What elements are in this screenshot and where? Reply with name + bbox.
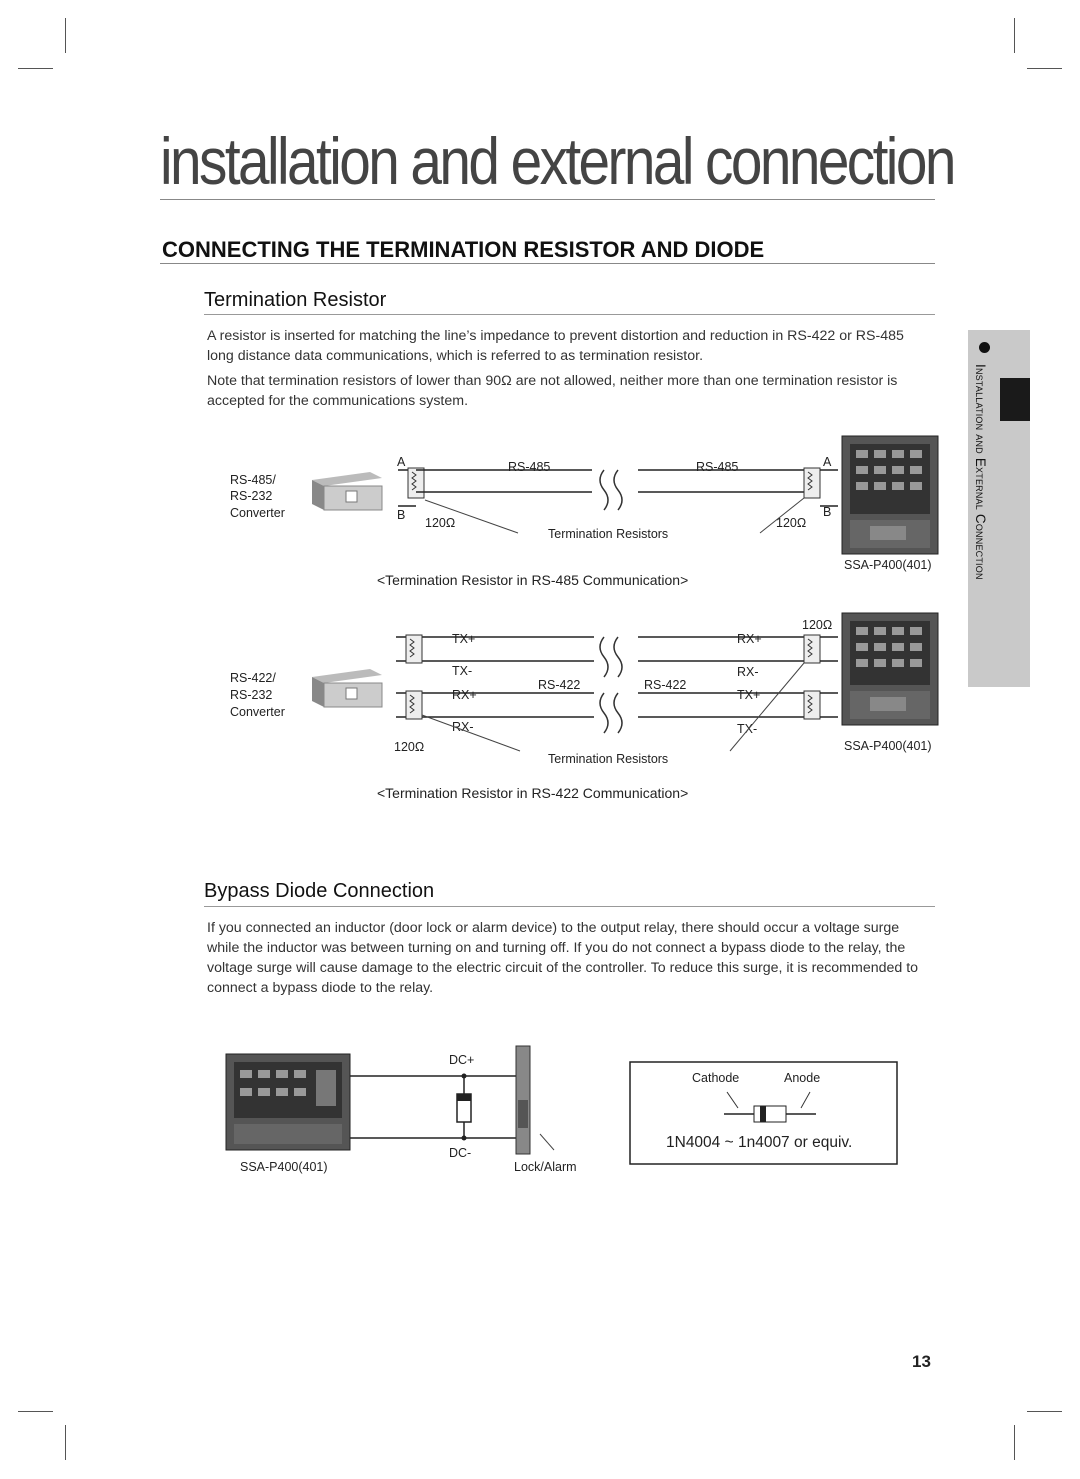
device-label: SSA-P400(401) bbox=[240, 1160, 328, 1174]
ohm-label: 120Ω bbox=[394, 740, 425, 754]
resistor-icon bbox=[406, 635, 422, 663]
line-label: RS-485 bbox=[696, 460, 739, 474]
tx-plus-label: TX+ bbox=[452, 632, 476, 646]
tx-plus-label: TX+ bbox=[737, 688, 761, 702]
converter-label: RS-232 bbox=[230, 688, 273, 702]
bypass-diode-heading: Bypass Diode Connection bbox=[204, 880, 435, 902]
converter-label: Converter bbox=[230, 506, 285, 520]
rs422-diagram bbox=[220, 605, 945, 765]
rs422-caption: <Termination Resistor in RS-422 Communication> bbox=[377, 785, 689, 801]
line-break-icon bbox=[600, 693, 622, 733]
converter-icon bbox=[312, 472, 382, 510]
controller-board-icon bbox=[842, 436, 938, 554]
page-title: installation and external connection bbox=[160, 124, 954, 198]
diode-icon bbox=[754, 1106, 786, 1122]
tx-minus-label: TX- bbox=[737, 722, 758, 736]
crop-mark bbox=[1014, 1425, 1015, 1460]
line-label: RS-422 bbox=[538, 678, 581, 692]
rx-plus-label: RX+ bbox=[737, 632, 762, 646]
ohm-label: 120Ω bbox=[425, 516, 456, 530]
line-label: RS-422 bbox=[644, 678, 687, 692]
anode-label: Anode bbox=[784, 1071, 821, 1085]
crop-mark bbox=[65, 1425, 66, 1460]
terminal-b-label: B bbox=[397, 508, 406, 522]
subheading-rule bbox=[204, 314, 935, 315]
resistors-label: Termination Resistors bbox=[548, 527, 669, 541]
crop-mark bbox=[18, 1411, 53, 1412]
terminal-a-label: A bbox=[823, 455, 832, 469]
rx-minus-label: RX- bbox=[737, 665, 759, 679]
resistor-icon bbox=[406, 691, 422, 719]
crop-mark bbox=[65, 18, 66, 53]
diode-part-label: 1N4004 ~ 1n4007 or equiv. bbox=[666, 1134, 853, 1151]
page-number: 13 bbox=[912, 1352, 931, 1371]
crop-mark bbox=[1027, 1411, 1062, 1412]
lock-label: Lock/Alarm bbox=[514, 1160, 577, 1174]
converter-icon bbox=[312, 669, 382, 707]
ohm-label: 120Ω bbox=[776, 516, 807, 530]
terminal-a-label: A bbox=[397, 455, 406, 469]
rs485-diagram bbox=[220, 430, 945, 590]
device-label: SSA-P400(401) bbox=[844, 739, 932, 753]
section-heading: CONNECTING THE TERMINATION RESISTOR AND DIODE bbox=[162, 237, 765, 262]
side-tab-label: Installation and External Connection bbox=[973, 364, 988, 580]
crop-mark bbox=[18, 68, 53, 69]
rs485-caption: <Termination Resistor in RS-485 Communication> bbox=[377, 572, 689, 588]
subheading-rule bbox=[204, 906, 935, 907]
controller-board-icon bbox=[226, 1054, 350, 1150]
converter-label: RS-422/ bbox=[230, 671, 276, 685]
side-tab-marker bbox=[1000, 378, 1030, 421]
section-rule bbox=[160, 263, 935, 264]
tx-minus-label: TX- bbox=[452, 664, 473, 678]
controller-board-icon bbox=[842, 613, 938, 725]
crop-mark bbox=[1027, 68, 1062, 69]
lock-icon bbox=[516, 1046, 530, 1154]
resistor-icon bbox=[804, 468, 820, 498]
side-tab-bullet bbox=[979, 342, 990, 353]
line-label: RS-485 bbox=[508, 460, 551, 474]
resistor-icon bbox=[408, 468, 424, 498]
resistor-icon bbox=[804, 691, 820, 719]
termination-resistor-heading: Termination Resistor bbox=[204, 289, 387, 311]
converter-label: RS-485/ bbox=[230, 473, 276, 487]
resistor-icon bbox=[804, 635, 820, 663]
line-break-icon bbox=[600, 637, 622, 677]
resistors-label: Termination Resistors bbox=[548, 752, 669, 765]
rx-plus-label: RX+ bbox=[452, 688, 477, 702]
line-break-icon bbox=[600, 470, 622, 510]
dc-plus-label: DC+ bbox=[449, 1053, 475, 1067]
cathode-label: Cathode bbox=[692, 1071, 740, 1085]
termination-paragraph-2: Note that termination resistors of lower than 90Ω are not allowed, neither more than one termination resistor is accepted for the communications system. bbox=[207, 373, 898, 409]
dc-minus-label: DC- bbox=[449, 1146, 472, 1160]
crop-mark bbox=[1014, 18, 1015, 53]
converter-label: RS-232 bbox=[230, 489, 273, 503]
rx-minus-label: RX- bbox=[452, 720, 474, 734]
termination-paragraph-1: A resistor is inserted for matching the line’s impedance to prevent distortion and reduction in RS-422 or RS-485 long distance data communications, which is referred to as termination resistor. bbox=[207, 328, 904, 364]
device-label: SSA-P400(401) bbox=[844, 558, 932, 572]
converter-label: Converter bbox=[230, 705, 285, 719]
bypass-diode-diagram bbox=[220, 1040, 910, 1180]
terminal-b-label: B bbox=[823, 505, 832, 519]
bypass-diode-paragraph: If you connected an inductor (door lock or alarm device) to the output relay, there should occur a voltage surge while the inductor was between turning on and turning off. If you do not connect a bypass diode to the relay, the voltage surge will cause damage to the electric circuit of the controller. To reduce this surge, it is recommended to connect a bypass diode to the relay. bbox=[207, 920, 919, 996]
title-rule bbox=[160, 199, 935, 200]
ohm-label: 120Ω bbox=[802, 618, 833, 632]
